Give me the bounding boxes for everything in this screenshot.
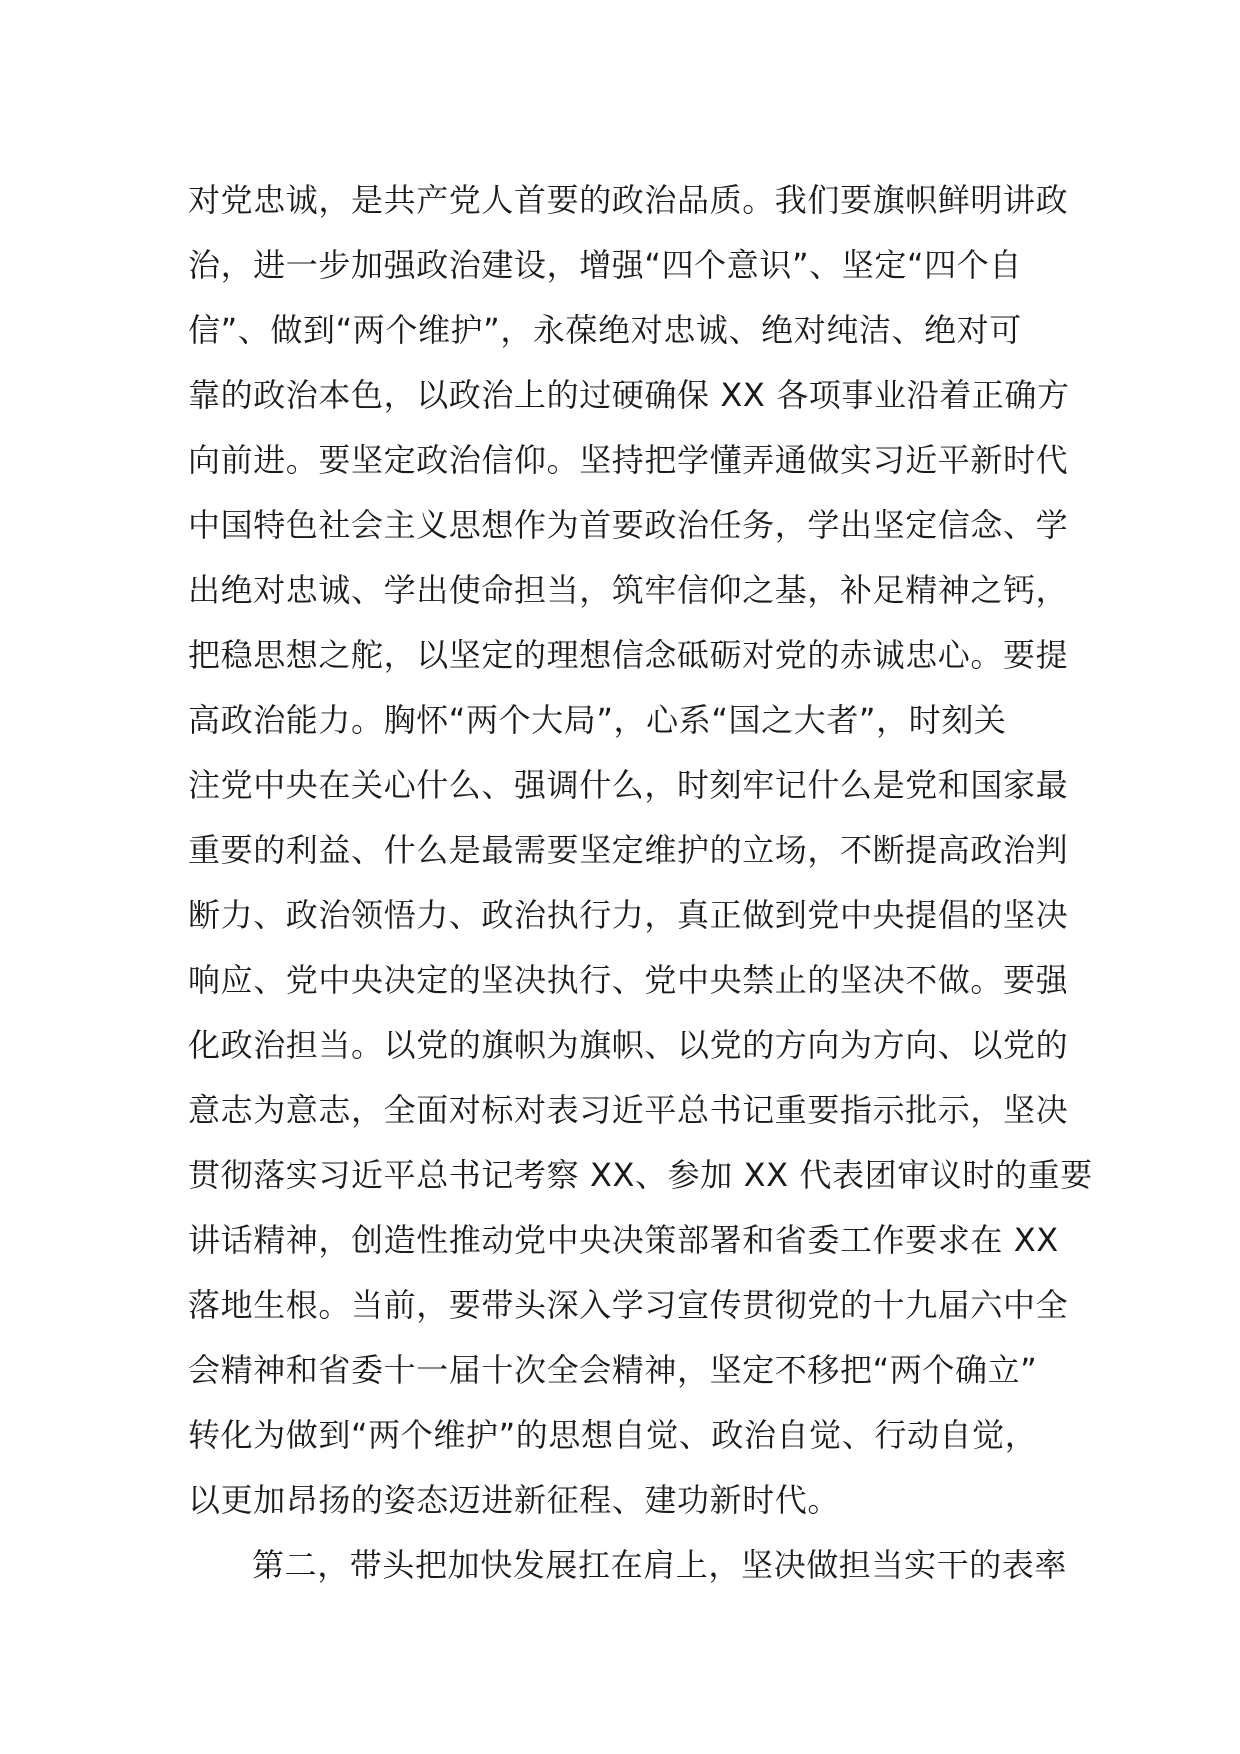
text-line: 中国特色社会主义思想作为首要政治任务，学出坚定信念、学 — [188, 506, 1069, 544]
text-line: 断力、政治领悟力、政治执行力，真正做到党中央提倡的坚决 — [188, 896, 1069, 934]
text-line: 对党忠诚，是共产党人首要的政治品质。我们要旗帜鲜明讲政 — [188, 181, 1069, 219]
text-line: 讲话精神，创造性推动党中央决策部署和省委工作要求在 XX — [188, 1221, 1059, 1259]
text-line: 向前进。要坚定政治信仰。坚持把学懂弄通做实习近平新时代 — [188, 441, 1069, 479]
paragraph-2 — [188, 1533, 1068, 1598]
text-line: 把稳思想之舵，以坚定的理想信念砥砺对党的赤诚忠心。要提 — [188, 636, 1069, 674]
text-line: 靠的政治本色，以政治上的过硬确保 XX 各项事业沿着正确方 — [188, 376, 1070, 414]
text-line: 贯彻落实习近平总书记考察 XX、参加 XX 代表团审议时的重要 — [188, 1156, 1093, 1194]
text-line: 以更加昂扬的姿态迈进新征程、建功新时代。 — [188, 1481, 841, 1519]
text-line: 治，进一步加强政治建设，增强“四个意识”、坚定“四个自 — [188, 246, 1022, 284]
text-line: 转化为做到“两个维护”的思想自觉、政治自觉、行动自觉， — [188, 1416, 1038, 1454]
document-body — [188, 168, 1093, 1598]
text-line: 会精神和省委十一届十次全会精神，坚定不移把“两个确立” — [188, 1351, 1038, 1389]
paragraph-1 — [188, 168, 1093, 1533]
text-line: 落地生根。当前，要带头深入学习宣传贯彻党的十九届六中全 — [188, 1286, 1069, 1324]
text-line: 信”、做到“两个维护”，永葆绝对忠诚、绝对纯洁、绝对可 — [188, 311, 1022, 349]
text-line: 高政治能力。胸怀“两个大局”，心系“国之大者”，时刻关 — [188, 701, 1007, 739]
text-line: 注党中央在关心什么、强调什么，时刻牢记什么是党和国家最 — [188, 766, 1069, 804]
text-line: 响应、党中央决定的坚决执行、党中央禁止的坚决不做。要强 — [188, 961, 1069, 999]
text-line: 出绝对忠诚、学出使命担当，筑牢信仰之基，补足精神之钙， — [188, 571, 1069, 609]
section-heading-line: 第二，带头把加快发展扛在肩上，坚决做担当实干的表率 — [252, 1546, 1068, 1584]
text-line: 意志为意志，全面对标对表习近平总书记重要指示批示，坚决 — [188, 1091, 1069, 1129]
text-line: 化政治担当。以党的旗帜为旗帜、以党的方向为方向、以党的 — [188, 1026, 1069, 1064]
text-line: 重要的利益、什么是最需要坚定维护的立场，不断提高政治判 — [188, 831, 1069, 869]
